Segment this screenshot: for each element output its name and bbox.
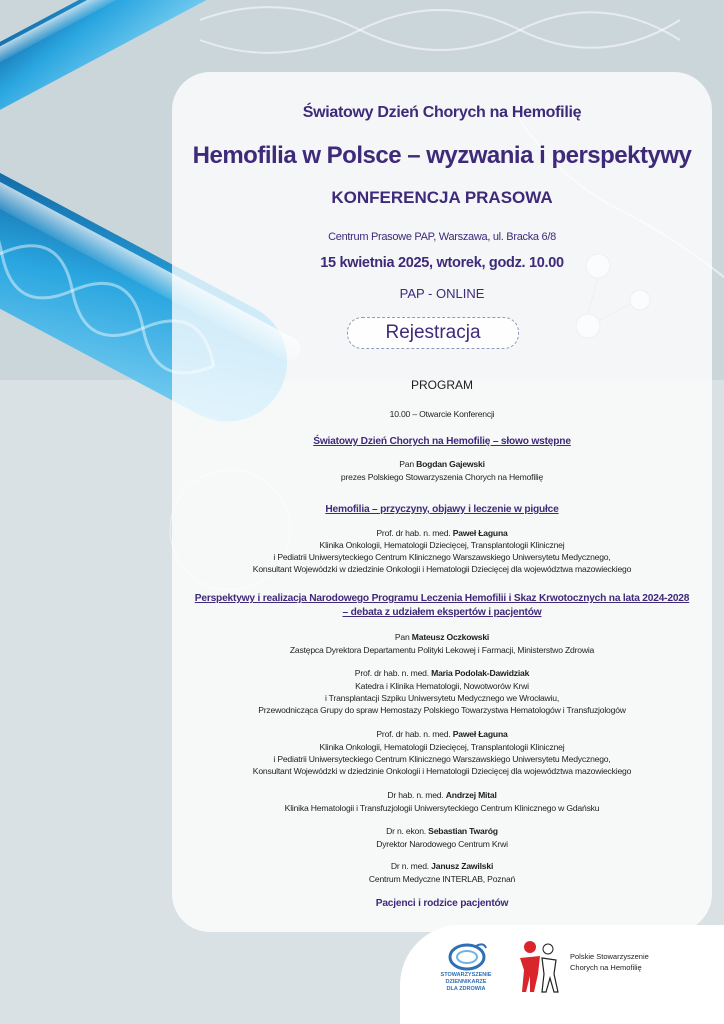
speaker-3c-role-1: Klinika Onkologii, Hematologii Dziecięcej, Transplantologii Klinicznej <box>319 742 565 752</box>
speaker-2-role-2: i Pediatrii Uniwersyteckiego Centrum Klinicznego Warszawskiego Uniwersytetu Medycznego, <box>273 552 611 562</box>
speaker-3e: Dr n. ekon. Sebastian Twaróg <box>386 826 498 836</box>
event-datetime: 15 kwietnia 2025, wtorek, godz. 10.00 <box>320 255 564 271</box>
speaker-3c-role-2: i Pediatrii Uniwersyteckiego Centrum Klinicznego Warszawskiego Uniwersytetu Medycznego, <box>273 754 611 764</box>
event-mode: PAP - ONLINE <box>399 286 485 301</box>
page-title: Hemofilia w Polsce – wyzwania i perspektywy <box>192 142 692 169</box>
speaker-3b-role-3: Przewodnicząca Grupy do spraw Hemostazy Polskiego Towarzystwa Hematologów i Transfuzjologów <box>258 705 626 715</box>
sdz-logo-text: STOWARZYSZENIE DZIENNIKARZE DLA ZDROWIA <box>440 972 492 992</box>
psch-logo-icon <box>514 940 564 994</box>
speaker-3f: Dr n. med. Janusz Zawilski <box>390 861 494 871</box>
section-3-link-2[interactable]: – debata z udziałem ekspertów i pacjentów <box>342 607 542 618</box>
psch-logo-text: Polskie Stowarzyszenie Chorych na Hemofilię <box>570 952 649 972</box>
speaker-3b-role-1: Katedra i Klinika Hematologii, Nowotworów Krwi <box>355 681 529 691</box>
speaker-1: Pan Bogdan Gajewski <box>399 459 485 469</box>
venue: Centrum Prasowe PAP, Warszawa, ul. Bracka 6/8 <box>328 231 556 243</box>
speaker-3a-role: Zastępca Dyrektora Departamentu Polityki Lekowej i Farmacji, Ministerstwo Zdrowia <box>289 645 595 655</box>
speaker-3c-role-3: Konsultant Wojewódzki w dziedzinie Onkologii i Hematologii Dziecięcej dla województwa mazowieckiego <box>252 766 632 776</box>
speaker-1-role: prezes Polskiego Stowarzyszenia Chorych na Hemofilię <box>340 472 544 482</box>
program-opening: 10.00 – Otwarcie Konferencji <box>389 409 495 419</box>
speaker-3b: Prof. dr hab. n. med. Maria Podolak-Dawidziak <box>354 668 530 678</box>
section-1-link[interactable]: Światowy Dzień Chorych na Hemofilię – słowo wstępne <box>313 436 571 447</box>
speaker-3d-role: Klinika Hematologii i Transfuzjologii Uniwersyteckiego Centrum Klinicznego w Gdańsku <box>284 803 600 813</box>
speaker-2-role-1: Klinika Onkologii, Hematologii Dziecięcej, Transplantologii Klinicznej <box>319 540 565 550</box>
speaker-3b-role-2: i Transplantacji Szpiku Uniwersytetu Medycznego we Wrocławiu, <box>324 693 560 703</box>
speaker-3e-role: Dyrektor Narodowego Centrum Krwi <box>376 839 508 849</box>
speaker-3f-role: Centrum Medyczne INTERLAB, Poznań <box>368 874 516 884</box>
sdz-logo-icon <box>446 940 488 972</box>
speaker-2-role-3: Konsultant Wojewódzki w dziedzinie Onkologii i Hematologii Dziecięcej dla województwa mazowieckiego <box>252 564 632 574</box>
patients-line: Pacjenci i rodzice pacjentów <box>375 898 509 909</box>
program-heading: PROGRAM <box>410 378 473 392</box>
speaker-2: Prof. dr hab. n. med. Paweł Łaguna <box>376 528 508 538</box>
section-3-link[interactable]: Perspektywy i realizacja Narodowego Programu Leczenia Hemofilii i Skaz Krwotocznych na lata 2024-2028 <box>194 593 690 604</box>
event-type: KONFERENCJA PRASOWA <box>331 188 553 207</box>
speaker-3d: Dr hab. n. med. Andrzej Mital <box>387 790 497 800</box>
speaker-3c: Prof. dr hab. n. med. Paweł Łaguna <box>376 729 508 739</box>
event-subtitle: Światowy Dzień Chorych na Hemofilię <box>302 104 582 121</box>
speaker-3a: Pan Mateusz Oczkowski <box>394 632 490 642</box>
register-button[interactable]: Rejestracja <box>347 317 519 349</box>
section-2-link[interactable]: Hemofilia – przyczyny, objawy i leczenie w pigułce <box>325 504 559 515</box>
